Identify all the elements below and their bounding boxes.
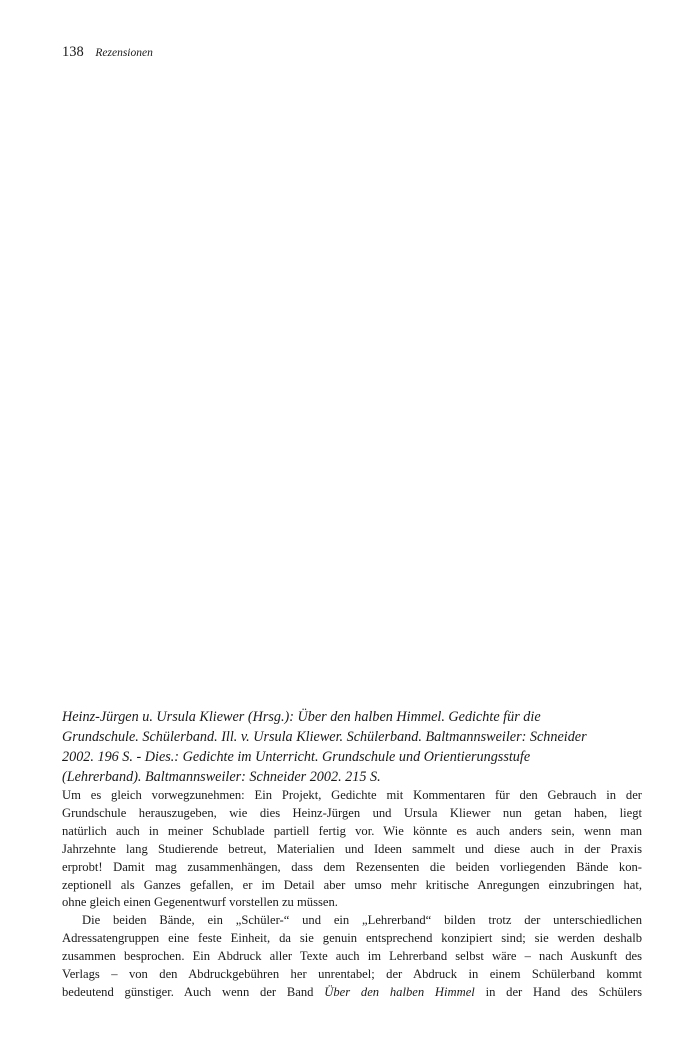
- body-text: in der Hand des Schülers: [474, 984, 642, 999]
- citation-line: (Lehrerband). Baltmannsweiler: Schneider 2002. 215 S.: [62, 769, 381, 785]
- page-number: 138: [62, 44, 84, 60]
- body-line: ohne gleich einen Gegenentwurf vorstellen zu müssen.: [62, 895, 338, 910]
- paragraph-2: [62, 912, 642, 1002]
- body-line: [62, 984, 642, 1002]
- book-title: Über den halben Himmel: [324, 984, 475, 999]
- page-header: [62, 44, 153, 61]
- body-line: zusammen besprochen. Ein Abdruck aller Texte auch im Lehrerband selbst wäre – nach Auskunft des: [62, 949, 642, 964]
- review-citation: [62, 707, 652, 787]
- citation-line: Grundschule. Schülerband. Ill. v. Ursula Kliewer. Schülerband. Baltmannsweiler: Schneider: [62, 729, 587, 745]
- running-head: Rezensionen: [95, 47, 153, 59]
- citation-line: 2002. 196 S. - Dies.: Gedichte im Unterricht. Grundschule und Orientierungsstufe: [62, 749, 531, 765]
- body-line: erprobt! Damit mag zusammenhängen, dass dem Rezensenten die beiden vorliegenden Bände kon-: [62, 859, 642, 874]
- body-line: Jahrzehnte lang Studierende betreut, Materialien und Ideen sammelt und diese auch in der Praxis: [62, 841, 642, 856]
- body-line: Grundschule herauszugeben, wie dies Heinz-Jürgen und Ursula Kliewer nun getan haben, liegt: [62, 805, 642, 820]
- body-line: natürlich auch in meiner Schublade partiell fertig vor. Wie könnte es auch anders sein, wenn man: [62, 823, 642, 838]
- body-text: bedeutend günstiger. Auch wenn der Band: [62, 984, 325, 999]
- paragraph-1: [62, 787, 642, 912]
- body-line: Die beiden Bände, ein „Schüler-“ und ein „Lehrerband“ bilden trotz der unterschiedlichen: [82, 913, 642, 928]
- body-line: Adressatengruppen eine feste Einheit, da sie genuin entsprechend konzipiert sind; sie werden deshalb: [62, 931, 642, 946]
- review-body: [62, 787, 642, 1002]
- body-line: Verlags – von den Abdruckgebühren her unrentabel; der Abdruck in einem Schülerband kommt: [62, 967, 642, 982]
- body-line: Um es gleich vorwegzunehmen: Ein Projekt, Gedichte mit Kommentaren für den Gebrauch in der: [62, 788, 642, 802]
- body-line: zeptionell als Ganzes gefallen, er im Detail aber umso mehr kritische Anregungen einzubringen hat,: [62, 877, 642, 892]
- citation-line: Heinz-Jürgen u. Ursula Kliewer (Hrsg.): Über den halben Himmel. Gedichte für die: [62, 709, 541, 725]
